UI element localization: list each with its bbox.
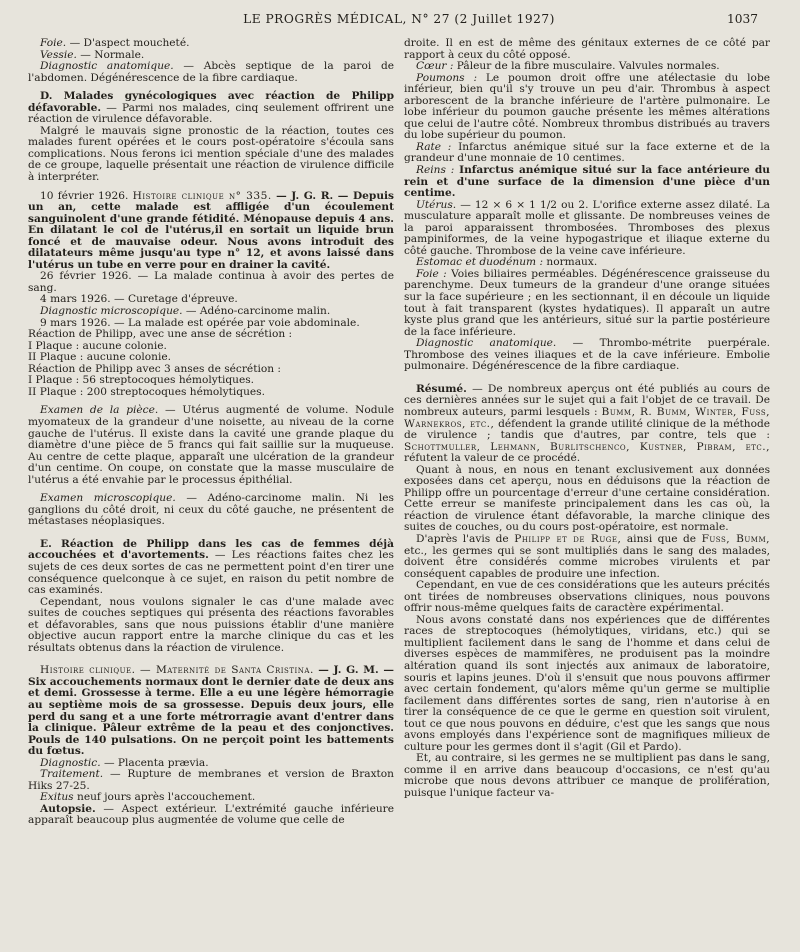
text-avis-a: D'après l'avis de: [416, 532, 509, 545]
label-poumons: Poumons :: [416, 71, 478, 84]
paragraph-diagnostic-right: [404, 338, 770, 373]
text-resume-b: défendent la grande utilité clinique de la méthode de virulence ; tandis que d'autres, par contre, tels que :: [404, 417, 770, 442]
section-e-title: E. Réaction de Philipp dans les cas de femmes déjà accouchées et d'avortements.: [28, 537, 394, 562]
text-examen-microscopique: — Adéno-carcinome malin. Ni les ganglions du côté droit, ni ceux du côté gauche, ne présentent de métastases néoplasiques.: [28, 492, 394, 528]
section-e-paragraph-2: Cependant, nous voulons signaler le cas d'une malade avec suites de couches septiques qui présenta des réactions favorables et défavorables, sans que nous puissions établir d'une manière objective aucun rapport entre la marche clinique du cas et les résultats obtenus dans la réaction de virulence.: [28, 595, 394, 654]
text-traitement: — Rupture de membranes et version de Braxton Hiks 27-25.: [28, 768, 395, 792]
paragraph-rate: [404, 142, 770, 165]
observation-335: [28, 191, 394, 272]
paragraph-et: Et, au contraire, si les germes ne se multiplient pas dans le sang, comme il en arrive dans beaucoup d'occasions, ce n'est qu'au microbe que nous devons attribuer ce manque de prolifération, puisque l'unique facteur va-: [404, 752, 770, 799]
paragraph-diagnostic-microscopique: [28, 306, 394, 318]
label-diagnostic-anatomique: Diagnostic anatomique.: [40, 60, 174, 73]
label-vessie: Vessie.: [40, 48, 77, 61]
reaction-intro: Réaction de Philipp, avec une anse de sécrétion :: [28, 328, 293, 341]
paragraph-reins: [404, 165, 770, 200]
obs-text: — J. G. M. — Six accouchements normaux dont le dernier date de deux ans et demi. Grossesse à terme. Elle a eu une légère hémorragie au septième mois de sa grossesse. Depuis deux jours, elle perd du sang et a une forte métrorragie avant d'entrer dans la clinique. Pâleur extrême de la peau et des conjonctives. Pouls de 140 pulsations. On ne perçoit point les battements du fœtus.: [28, 664, 394, 758]
label-coeur: Cœur :: [416, 60, 454, 73]
left-column: [28, 38, 394, 827]
avis-authors-1: Philipp et de Ruge,: [514, 532, 622, 545]
text-coeur: Pâleur de la fibre musculaire. Valvules normales.: [456, 60, 720, 73]
section-e: [28, 539, 394, 597]
section-d-paragraph-2: Malgré le mauvais signe pronostic de la réaction, toutes ces malades furent opérées et le cours post-opératoire s'écoula sans complications. Nous ferons ici mention spéciale d'une des malades de ce groupe, laquelle présentait une réaction de virulence difficile à interpréter.: [28, 124, 394, 184]
section-d: [28, 91, 394, 126]
paragraph-diagnostic-anatomique: [28, 61, 394, 84]
entry-4-mars: 4 mars 1926. — Curetage d'épreuve.: [40, 293, 238, 306]
paragraph-avis: [404, 534, 770, 580]
text-diagnostic-right: — Thrombo-métrite puerpérale. Thrombose des veines iliaques et de la cave inférieure. Embolie pulmonaire. Dégénérescence de la fibre cardiaque.: [404, 337, 771, 373]
paragraph-foie-right: [404, 269, 770, 338]
paragraph-autopsie: [28, 804, 394, 827]
paragraph-quant: Quant à nous, en nous en tenant exclusivement aux données exposées dans cet aperçu, nous en déduisons que la réaction de Philipp offre un pourcentage d'erreur d'une certaine considération. Cette erreur se manifeste principalement dans les cas où, la réaction de virulence étant défavorable, la marche clinique des suites de couches, ou du cours post-opératoire, est normale.: [404, 463, 770, 534]
text-autopsie: — Aspect extérieur. L'extrémité gauche inférieure apparaît beaucoup plus augmentée de volume que celle de: [28, 802, 394, 827]
entry-9-mars: 9 mars 1926. — La malade est opérée par voie abdominale.: [40, 316, 360, 329]
plaque-1: I Plaque : aucune colonie.: [28, 339, 167, 352]
paragraph-nous: Nous avons constaté dans nos expériences que de différentes races de streptocoques (hémolytiques, viridans, etc.) qui se multiplient facilement dans le sang de l'homme et dans celui de diverses espèces de mammifères, ne produisent pas la moindre altération quand ils sont injectés aux animaux de laboratoire, souris et lapins jeunes. D'où il s'ensuit que nous pouvons affirmer avec certain fondement, qu'alors même qu'un germe se multiplie facilement dans différentes sortes de sang, rien n'autorise à en tirer la conséquence de ce que le germe en question soit virulent, tout ce que nous pouvons en déduire, c'est que les sangs que nous avons employés dans l'expérience sont de magnifiques milieux de culture pour les germes dont il s'agit (Gil et Pardo).: [404, 613, 770, 753]
text-rate: Infarctus anémique situé sur la face externe et de la grandeur d'une monnaie de 10 centimes.: [404, 140, 770, 165]
label-exitus: Exitus: [40, 791, 74, 804]
paragraph-examen-piece: [28, 405, 394, 486]
obs-histoire-clinique: Histoire clinique.: [40, 664, 136, 677]
plaque-2: II Plaque : aucune colonie.: [28, 351, 172, 364]
label-examen-piece: Examen de la pièce.: [40, 404, 159, 417]
page-number: 1037: [726, 12, 758, 26]
text-diagnostic-anatomique: — Abcès septique de la paroi de l'abdomen. Dégénérescence de la fibre cardiaque.: [28, 60, 395, 84]
text-foie-right: Voies biliaires perméables. Dégénérescence graisseuse du parenchyme. Deux tumeurs de la grandeur d'une orange situées sur la face supérieure ; en les sectionnant, il en découle un liquide tout à fait transparent (kystes hydatiques). Il apparaît un autre kyste plus grand que les antérieurs, situé sur la partie postérieure de la face inférieure.: [404, 267, 771, 338]
text-estomac: normaux.: [546, 256, 598, 269]
paragraph-uterus: [404, 200, 770, 258]
obs-335-text: — J. G. R. — Depuis un an, cette malade est affligée d'un écoulement sanguinolent d'une grande fétidité. Ménopause depuis 4 ans. En dilatant le col de l'utérus,il en sortait un liquide brun foncé et de mauvaise odeur. Nous avons introduit des dilatateurs même jusqu'au type n° 12, et avons laissé dans l'utérus un tube en verre pour en drainer la cavité.: [28, 189, 395, 271]
text-resume-c: réfutent la valeur de ce procédé.: [404, 452, 581, 465]
text-uterus: — 12 × 6 × 1 1/2 ou 2. L'orifice externe assez dilaté. La musculature apparaît molle et glissante. De nombreuses veines de la paroi apparaissent thrombosées. Thromboses des plexus pampiniformes, de la veine hypogastrique et iliaque externe du côté gauche. Thrombose de la veine cave inférieure.: [404, 198, 770, 257]
obs-maternite: — Maternité de Santa Cristina.: [139, 664, 314, 677]
avis-authors-2: Fuss, Bumm,: [701, 532, 771, 545]
text-examen-piece: — Utérus augmenté de volume. Nodule myomateux de la grandeur d'une noisette, au niveau de la corne gauche de l'utérus. Il existe dans la cavité une grande plaque du diamètre d'une pièce de 5 francs qui fait saillie sur la muqueuse. Au centre de cette plaque, apparaît une ulcération de la grandeur d'un centime. On coupe, on constate que la masse musculaire de l'utérus a été envahie par le processus épithélial.: [28, 404, 394, 486]
two-column-body: [28, 38, 770, 827]
section-e-text: — Les réactions faites chez les sujets de ces deux sortes de cas ne permettent point d'en tirer une conséquence quelconque à ce sujet, en raison du petit nombre de cas examinés.: [28, 549, 394, 597]
label-diagnostic: Diagnostic.: [40, 756, 101, 769]
text-diagnostic-microscopique: — Adéno-carcinome malin.: [185, 305, 331, 318]
obs-335-date: 10 février 1926.: [40, 189, 129, 202]
label-estomac: Estomac et duodénum :: [416, 256, 544, 269]
text-resume-a: — De nombreux aperçus ont été publiés au cours de ces dernières années sur le sujet qui a fait l'objet de ce travail. De nombreux auteurs, parmi lesquels :: [404, 382, 770, 418]
label-diagnostic-microscopique: Diagnostic microscopique.: [40, 305, 183, 318]
text-vessie: — Normale.: [80, 48, 145, 61]
resume-authors-1: Bumm, R. Bumm, Winter, Fuss, Warnekros, etc.,: [404, 405, 770, 430]
paragraph-traitement: [28, 769, 394, 792]
plaque-4: II Plaque : 200 streptocoques hémolytiques.: [28, 385, 265, 398]
paragraph-cependant: Cependant, en vue de ces considérations que les auteurs précités ont tirées de nombreuses observations cliniques, nous pouvons offrir nous-même quelques faits de caractère expérimental.: [404, 579, 770, 615]
entry-26-fevrier: 26 février 1926. — La malade continua à avoir des pertes de sang.: [28, 270, 394, 294]
text-diagnostic: — Placenta prævia.: [103, 756, 209, 769]
label-diagnostic-right: Diagnostic anatomique.: [416, 337, 557, 350]
reaction-3-anses: Réaction de Philipp avec 3 anses de sécrétion :: [28, 362, 281, 375]
plaque-3: I Plaque : 56 streptocoques hémolytiques.: [28, 374, 255, 387]
observation-santa-cristina: [28, 665, 394, 757]
obs-335-label: Histoire clinique n° 335.: [132, 189, 272, 202]
text-exitus: neuf jours après l'accouchement.: [77, 791, 256, 804]
text-poumons: Le poumon droit offre une atélectasie du lobe inférieur, bien qu'il s'y trouve un peu d'air. Thrombus à aspect arborescent de la branche inférieure de l'artère pulmonaire. Le lobe inférieur du poumon gauche présente les mêmes altérations que celui de l'autre côté. Nombreux thrombus distribués au travers du lobe supérieur du poumon.: [404, 71, 770, 142]
resume-authors-2: Schottmuller, Lehmann, Burlitschenco, Kustner, Pibram, etc.,: [404, 440, 770, 453]
label-autopsie: Autopsie.: [40, 802, 96, 815]
label-resume: Résumé.: [416, 382, 467, 395]
paragraph-examen-microscopique: [28, 493, 394, 528]
text-avis-c: etc., les germes qui se sont multipliés dans le sang des malades, doivent être considérés comme microbes virulents et par conséquent capables de produire une infection.: [404, 544, 770, 580]
paragraph-continuation: droite. Il en est de même des génitaux externes de ce côté par rapport à ceux du côté opposé.: [404, 37, 770, 61]
label-traitement: Traitement.: [40, 768, 104, 781]
section-d-title: D. Malades gynécologiques avec réaction de Philipp défavorable.: [28, 90, 394, 114]
label-uterus: Utérus.: [416, 198, 457, 211]
right-column: [404, 38, 770, 827]
running-head: [28, 6, 770, 28]
label-examen-microscopique: Examen microscopique.: [40, 492, 176, 505]
text-avis-b: ainsi que de: [626, 532, 697, 545]
label-foie-right: Foie :: [416, 267, 447, 280]
section-d-text: — Parmi nos malades, cinq seulement offrirent une réaction de virulence défavorable.: [28, 101, 394, 126]
label-reins: Reins :: [416, 164, 455, 177]
text-reins: Infarctus anémique situé sur la face antérieure du rein et d'une surface de la dimension d'une pièce d'un centime.: [404, 164, 770, 200]
label-foie: Foie.: [40, 37, 67, 49]
paragraph-poumons: [404, 73, 770, 142]
paragraph-resume: [404, 384, 770, 465]
text-foie: — D'aspect moucheté.: [69, 37, 190, 49]
label-rate: Rate :: [416, 140, 452, 153]
journal-title: LE PROGRÈS MÉDICAL, N° 27 (2 Juillet 1927): [243, 12, 555, 26]
